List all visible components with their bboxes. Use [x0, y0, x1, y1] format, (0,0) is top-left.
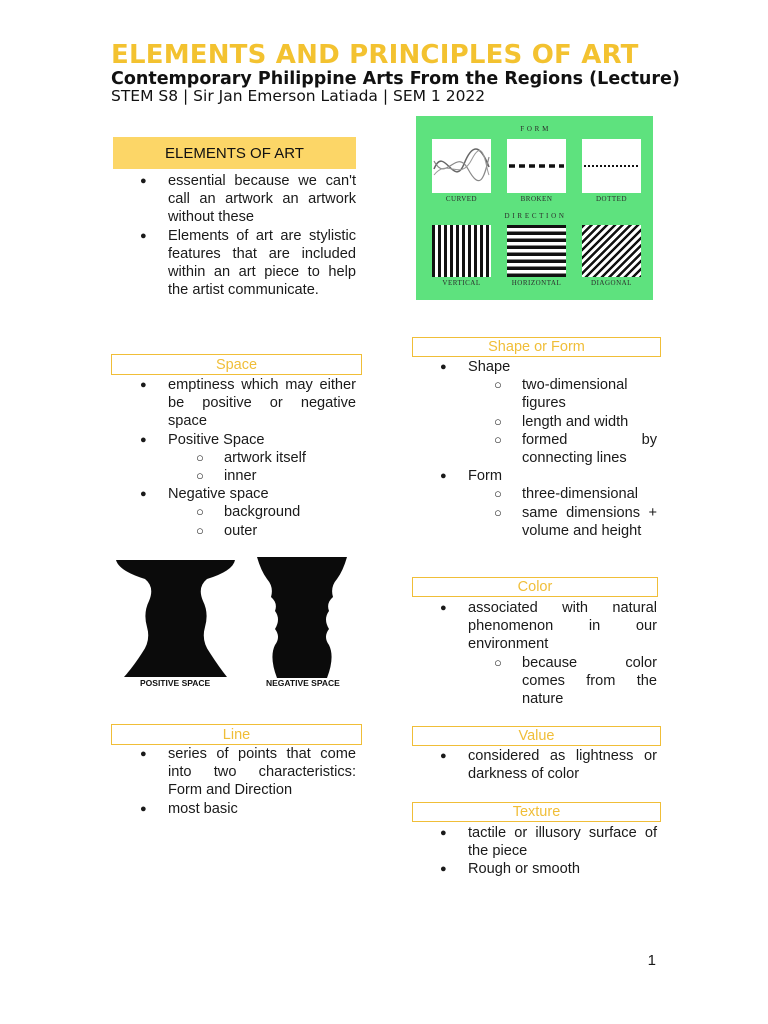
list-item: ● Rough or smooth: [413, 860, 657, 878]
texture-list: [413, 824, 657, 879]
list-item: ● considered as lightness or darkness of color: [413, 747, 657, 783]
page-number: 1: [647, 952, 656, 969]
vertical-line-sample: [432, 225, 491, 277]
list-item-text: Negative space: [168, 486, 269, 503]
negative-space-caption: NEGATIVE SPACE: [266, 678, 340, 688]
list-item: ● essential because we can't call an artwork an artwork without these: [113, 172, 356, 227]
line-list: [113, 745, 356, 818]
shape-heading: Shape or Form: [412, 337, 661, 357]
broken-line-sample: [507, 139, 566, 193]
dotted-label: DOTTED: [596, 195, 627, 203]
list-item: [113, 485, 356, 540]
value-heading: Value: [412, 726, 661, 746]
page-subtitle: Contemporary Philippine Arts From the Regions (Lecture): [111, 69, 680, 89]
horizontal-line-sample: [507, 225, 566, 277]
color-heading: Color: [412, 577, 658, 597]
sub-list-item: ○ formed by connecting lines: [466, 431, 657, 467]
line-heading: Line: [111, 724, 362, 745]
broken-label: BROKEN: [520, 195, 553, 203]
sub-list-item: ○ three-dimensional: [466, 485, 657, 503]
sub-list-item: ○ length and width: [466, 413, 657, 431]
list-item: [413, 467, 657, 540]
line-form-direction-image: [416, 116, 653, 300]
list-item: [413, 358, 657, 467]
space-heading: Space: [111, 354, 362, 375]
sub-list-item: ○ inner: [168, 467, 356, 485]
curved-line-sample: [432, 139, 491, 193]
elements-heading: ELEMENTS OF ART: [113, 137, 356, 169]
list-item: ● series of points that come into two characteristics: Form and Direction: [113, 745, 356, 800]
direction-title: D I R E C T I O N: [504, 212, 565, 220]
face-vase-illustration: [111, 557, 364, 692]
value-list: [413, 747, 657, 783]
horizontal-label: HORIZONTAL: [511, 279, 562, 287]
shape-list: [413, 358, 657, 540]
vertical-label: VERTICAL: [442, 279, 481, 287]
space-list: [113, 376, 356, 540]
list-item-text: Positive Space: [168, 431, 265, 448]
page-title: ELEMENTS AND PRINCIPLES OF ART: [111, 40, 639, 70]
curved-label: CURVED: [445, 195, 478, 203]
list-item: ● emptiness which may either be positive or negative space: [113, 376, 356, 431]
list-item-text: associated with natural phenomenon in our environment: [468, 600, 657, 653]
diagonal-label: DIAGONAL: [591, 279, 632, 287]
elements-list: [113, 172, 356, 299]
broken-line-icon: [507, 139, 566, 193]
sub-list-item: ○ outer: [168, 522, 356, 540]
sub-list-item: ○ because color comes from the nature: [466, 654, 657, 709]
dotted-line-icon: [582, 139, 641, 193]
list-item: [413, 599, 657, 708]
list-item: ● most basic: [113, 800, 356, 818]
curved-line-icon: [432, 139, 491, 193]
sub-list-item: ○ two-dimensional figures: [466, 376, 657, 412]
course-meta: STEM S8 | Sir Jan Emerson Latiada | SEM 1 2022: [111, 87, 486, 105]
list-item-text: Shape: [468, 359, 511, 375]
positive-negative-space-image: [111, 557, 364, 692]
positive-space-caption: POSITIVE SPACE: [140, 678, 211, 688]
color-list: [413, 599, 657, 708]
form-title: F O R M: [520, 125, 549, 133]
sub-list-item: ○ same dimensions + volume and height: [466, 504, 657, 540]
list-item: ● tactile or illusory surface of the piece: [413, 824, 657, 860]
dotted-line-sample: [582, 139, 641, 193]
diagonal-line-sample: [582, 225, 641, 277]
list-item-text: Form: [468, 468, 503, 485]
list-item: [113, 431, 356, 486]
sub-list-item: ○ background: [168, 503, 356, 521]
sub-list-item: ○ artwork itself: [168, 449, 356, 467]
list-item: ● Elements of art are stylistic features that are included within an art piece to help the artist communicate.: [113, 227, 356, 300]
texture-heading: Texture: [412, 802, 661, 822]
